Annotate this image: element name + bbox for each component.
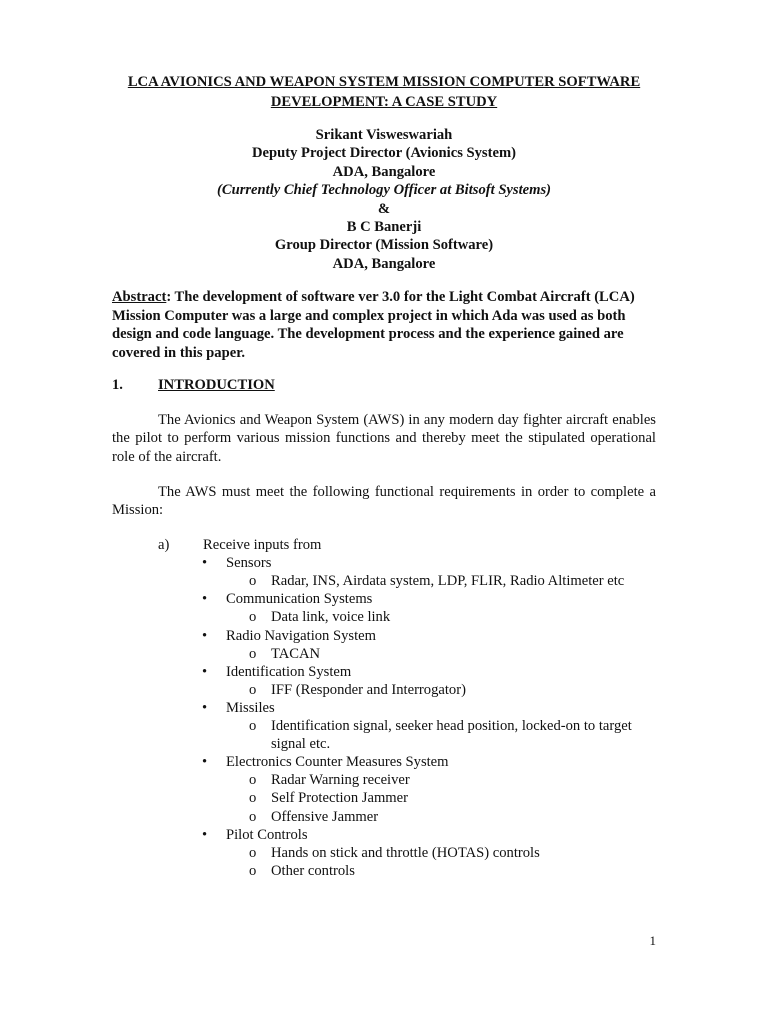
- list-item-marker: a): [158, 537, 170, 553]
- bullet-item-text: Radio Navigation System: [226, 627, 376, 644]
- paragraph-text: The AWS must meet the following functional requirements in order to complete a Mission:: [112, 484, 656, 519]
- abstract-label: Abstract: [112, 289, 167, 305]
- sub-bullet-item-marker: o: [249, 573, 257, 590]
- body-paragraph: [112, 483, 656, 520]
- sub-bullet-item-marker: o: [249, 862, 257, 879]
- bullet-item-marker: •: [202, 627, 208, 644]
- sub-bullet-item-text: signal etc.: [271, 736, 331, 753]
- body-paragraph: [112, 411, 656, 466]
- page-number: 1: [649, 933, 656, 948]
- sub-bullet-item-marker: o: [249, 844, 257, 861]
- sub-bullet-item-text: Self Protection Jammer: [271, 790, 408, 807]
- sub-bullet-item-marker: o: [249, 808, 257, 825]
- author-name: Srikant Visweswariah: [315, 127, 453, 143]
- section-title: INTRODUCTION: [158, 377, 275, 393]
- bullet-item-marker: •: [202, 663, 208, 680]
- sub-bullet-item-text: Offensive Jammer: [271, 808, 379, 825]
- author-current-position: (Currently Chief Technology Officer at Bitsoft Systems): [216, 182, 552, 199]
- sub-bullet-item-text: Radar Warning receiver: [271, 772, 410, 789]
- sub-bullet-item-text: Identification signal, seeker head position, locked-on to target: [271, 718, 632, 734]
- abstract-text: : The development of software ver 3.0 for the Light Combat Aircraft (LCA) Mission Computer was a large and complex project in which Ada was used as both design and code language. The development process and the experience gained are covered in this paper.: [112, 289, 635, 361]
- bullet-item-marker: •: [202, 699, 208, 716]
- section-number: 1.: [112, 377, 123, 393]
- sub-bullet-item-marker: o: [249, 645, 257, 662]
- abstract: [112, 288, 658, 362]
- author-role: Deputy Project Director (Avionics System): [252, 145, 516, 162]
- sub-bullet-item-marker: o: [249, 681, 257, 698]
- sub-bullet-item-text: Other controls: [271, 862, 355, 879]
- author-block: [100, 126, 668, 273]
- list-item-text: Receive inputs from: [203, 537, 322, 553]
- sub-bullet-item-text: IFF (Responder and Interrogator): [271, 681, 466, 698]
- paper-title-line: DEVELOPMENT: A CASE STUDY: [270, 94, 498, 110]
- author-separator: &: [377, 200, 391, 217]
- bullet-item-text: Missiles: [226, 699, 275, 716]
- paper-title-line: LCA AVIONICS AND WEAPON SYSTEM MISSION COMPUTER SOFTWARE: [127, 74, 641, 90]
- sub-bullet-item-marker: o: [249, 718, 257, 734]
- bullet-item-marker: •: [202, 754, 208, 771]
- paragraph-text: The Avionics and Weapon System (AWS) in any modern day fighter aircraft enables the pilot to perform various mission functions and thereby meet the stipulated operational role of the aircraft.: [112, 412, 656, 465]
- bullet-item-marker: •: [202, 591, 208, 608]
- sub-bullet-item-text: Data link, voice link: [271, 609, 391, 626]
- section-heading: [112, 376, 412, 394]
- bullet-item-text: Pilot Controls: [226, 826, 308, 843]
- sub-bullet-item-text: TACAN: [271, 645, 321, 662]
- bullet-item-text: Communication Systems: [226, 591, 373, 608]
- bullet-item-text: Sensors: [226, 555, 272, 572]
- paper-title: [100, 72, 668, 112]
- sub-bullet-item-text: Hands on stick and throttle (HOTAS) controls: [271, 844, 540, 861]
- bullet-item-marker: •: [202, 555, 208, 572]
- sub-bullet-item-text: Radar, INS, Airdata system, LDP, FLIR, Radio Altimeter etc: [271, 573, 625, 590]
- author-role: Group Director (Mission Software): [274, 237, 494, 254]
- sub-bullet-item-marker: o: [249, 790, 257, 807]
- bullet-item-marker: •: [202, 826, 208, 843]
- bullet-item-text: Identification System: [226, 663, 352, 680]
- sub-bullet-item-marker: o: [249, 772, 257, 789]
- author-affiliation: ADA, Bangalore: [332, 255, 436, 272]
- sub-bullet-item-marker: o: [249, 609, 257, 626]
- author-affiliation: ADA, Bangalore: [332, 163, 436, 180]
- bullet-item-text: Electronics Counter Measures System: [226, 754, 449, 771]
- author-name: B C Banerji: [346, 219, 422, 236]
